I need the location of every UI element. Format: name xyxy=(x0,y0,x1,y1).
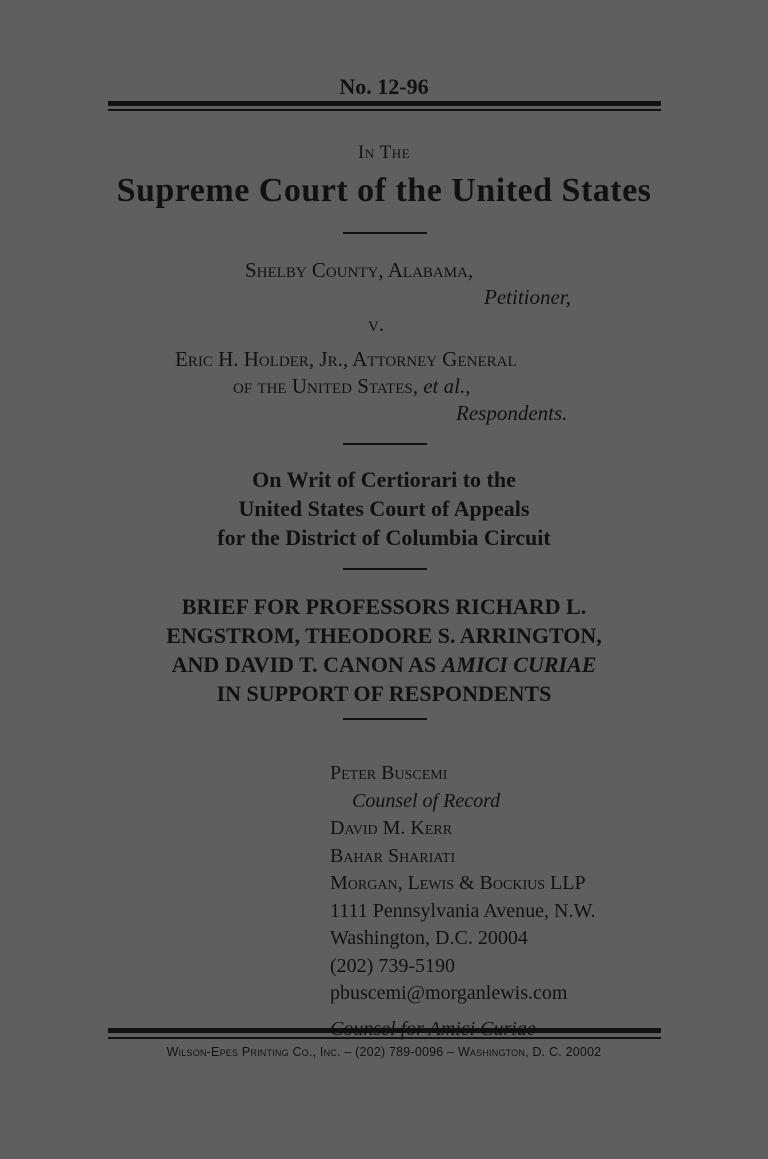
attorney-1: Peter Buscemi xyxy=(330,762,448,784)
in-the-label: In The xyxy=(357,142,411,163)
writ-line-1: On Writ of Certiorari to the xyxy=(252,467,516,492)
respondent-line-2 xyxy=(233,374,470,399)
brief-line-3-text: AND DAVID T. CANON AS xyxy=(171,652,442,677)
footer-rule-thin xyxy=(108,1037,661,1039)
docket-number: No. 12-96 xyxy=(339,74,429,99)
address-line-1: 1111 Pennsylvania Avenue, N.W. xyxy=(330,899,596,922)
attorney-3: Bahar Shariati xyxy=(330,844,456,867)
divider-3 xyxy=(343,568,427,570)
brief-line-4: IN SUPPORT OF RESPONDENTS xyxy=(216,681,552,706)
brief-title xyxy=(0,592,768,708)
address-line-2: Washington, D.C. 20004 xyxy=(330,927,528,949)
respondent-et-al: et al., xyxy=(423,374,471,398)
brief-amici-curiae: AMICI CURIAE xyxy=(441,652,597,677)
law-firm: Morgan, Lewis & Bockius LLP xyxy=(330,872,586,894)
respondent-role: Respondents. xyxy=(456,401,568,425)
counsel-block xyxy=(330,760,596,1043)
divider-2 xyxy=(343,443,427,445)
petitioner-name: Shelby County, Alabama, xyxy=(245,258,474,282)
email-address: pbuscemi@morganlewis.com xyxy=(330,982,568,1004)
printer-footer xyxy=(0,1045,768,1059)
attorney-2: David M. Kerr xyxy=(330,817,453,839)
footer-rule-thick xyxy=(108,1028,661,1033)
phone-number: (202) 739-5190 xyxy=(330,954,455,977)
brief-line-1: BRIEF FOR PROFESSORS RICHARD L. xyxy=(181,594,587,619)
divider-4 xyxy=(343,718,427,720)
header-rule-thick xyxy=(108,101,661,106)
respondent-line-2-text: of the United States, xyxy=(233,374,424,398)
printer-phone: – (202) 789-0096 – xyxy=(340,1045,458,1059)
writ-line-2: United States Court of Appeals xyxy=(238,496,530,521)
counsel-of-record: Counsel of Record xyxy=(352,789,501,812)
printer-city: Washington, D. C. 20002 xyxy=(457,1045,602,1059)
divider-1 xyxy=(343,232,427,234)
printer-name: Wilson-Epes Printing Co., Inc. xyxy=(166,1045,341,1059)
brief-line-3 xyxy=(0,650,768,679)
writ-text xyxy=(0,465,768,552)
court-name: Supreme Court of the United States xyxy=(116,172,652,209)
brief-line-2: ENGSTROM, THEODORE S. ARRINGTON, xyxy=(166,623,602,648)
header-rule-thin xyxy=(108,109,661,111)
writ-line-3: for the District of Columbia Circuit xyxy=(217,525,551,550)
respondent-line-1: Eric H. Holder, Jr., Attorney General xyxy=(175,347,517,371)
versus-label: v. xyxy=(368,312,385,336)
petitioner-role: Petitioner, xyxy=(484,285,571,309)
